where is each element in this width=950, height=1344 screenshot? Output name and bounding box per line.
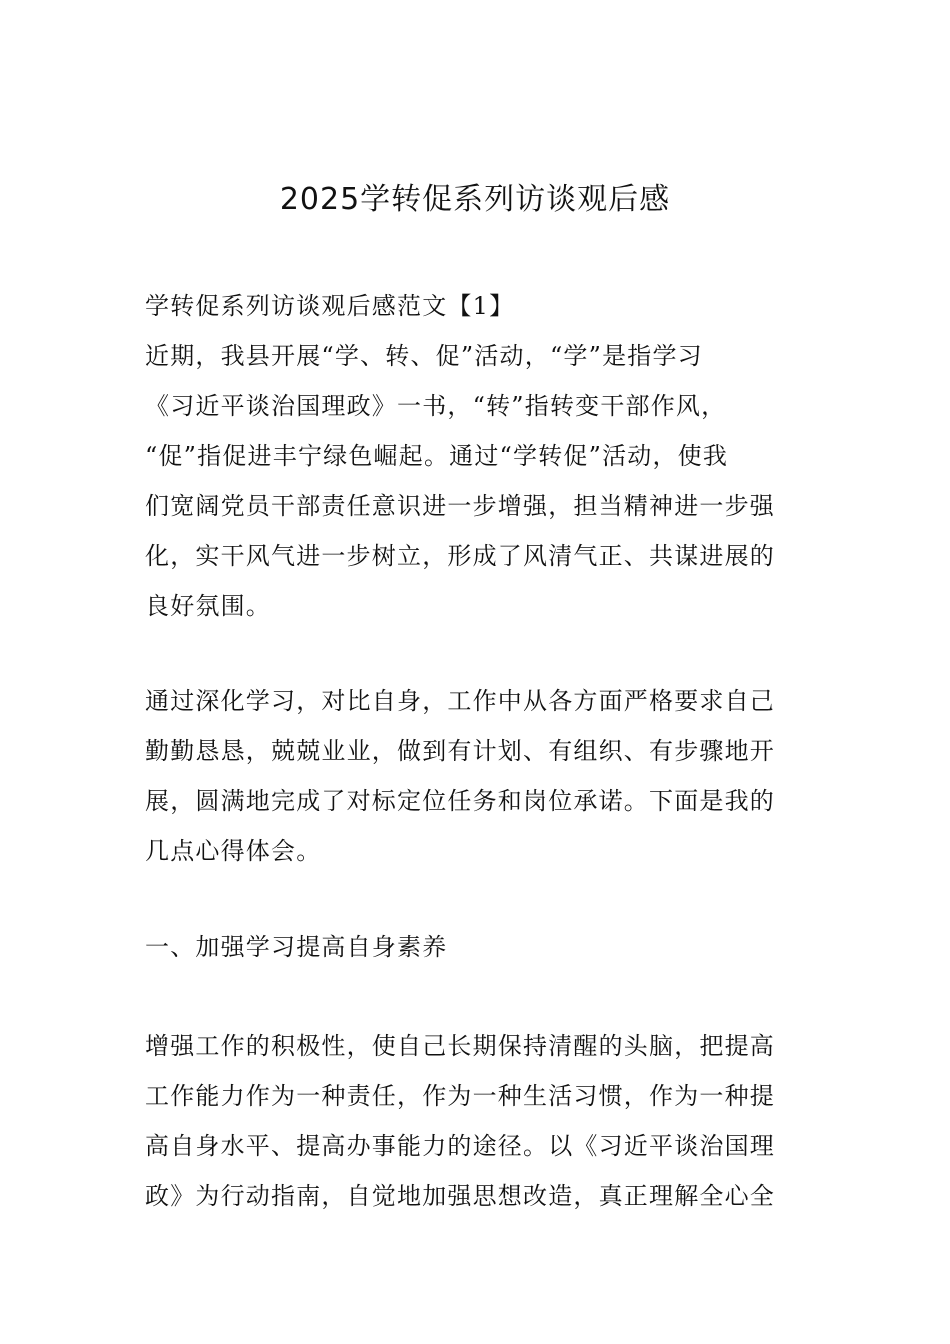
paragraph-line: 近期，我县开展“学、转、促”活动，“学”是指学习 — [145, 342, 703, 370]
paragraph-2 — [145, 676, 810, 876]
subtitle-line: 学转促系列访谈观后感范文【1】 — [145, 292, 515, 320]
paragraph-line: “促”指促进丰宁绿色崛起。通过“学转促”活动，使我 — [145, 442, 729, 470]
section-heading-1 — [145, 922, 810, 972]
paragraph-line: 几点心得体会。 — [145, 837, 322, 865]
paragraph-line: 高自身水平、提高办事能力的途径。以《习近平谈治国理 — [145, 1132, 775, 1160]
paragraph-3 — [145, 1021, 810, 1221]
paragraph-line: 良好氛围。 — [145, 592, 271, 620]
section-subtitle — [145, 281, 810, 331]
paragraph-line: 们宽阔党员干部责任意识进一步增强，担当精神进一步强 — [145, 492, 775, 520]
paragraph-line: 《习近平谈治国理政》一书，“转”指转变干部作风， — [145, 392, 727, 420]
document-title: 2025学转促系列访谈观后感 — [279, 182, 671, 217]
paragraph-line: 政》为行动指南，自觉地加强思想改造，真正理解全心全 — [145, 1182, 775, 1210]
paragraph-line: 化，实干风气进一步树立，形成了风清气正、共谋进展的 — [145, 542, 775, 570]
paragraph-line: 增强工作的积极性，使自己长期保持清醒的头脑，把提高 — [145, 1032, 775, 1060]
paragraph-line: 工作能力作为一种责任，作为一种生活习惯，作为一种提 — [145, 1082, 775, 1110]
heading-line: 一、加强学习提高自身素养 — [145, 933, 448, 961]
paragraph-line: 展，圆满地完成了对标定位任务和岗位承诺。下面是我的 — [145, 787, 775, 815]
paragraph-line: 勤勤恳恳，兢兢业业，做到有计划、有组织、有步骤地开 — [145, 737, 775, 765]
paragraph-line: 通过深化学习，对比自身，工作中从各方面严格要求自己 — [145, 687, 775, 715]
paragraph-1 — [145, 331, 810, 631]
